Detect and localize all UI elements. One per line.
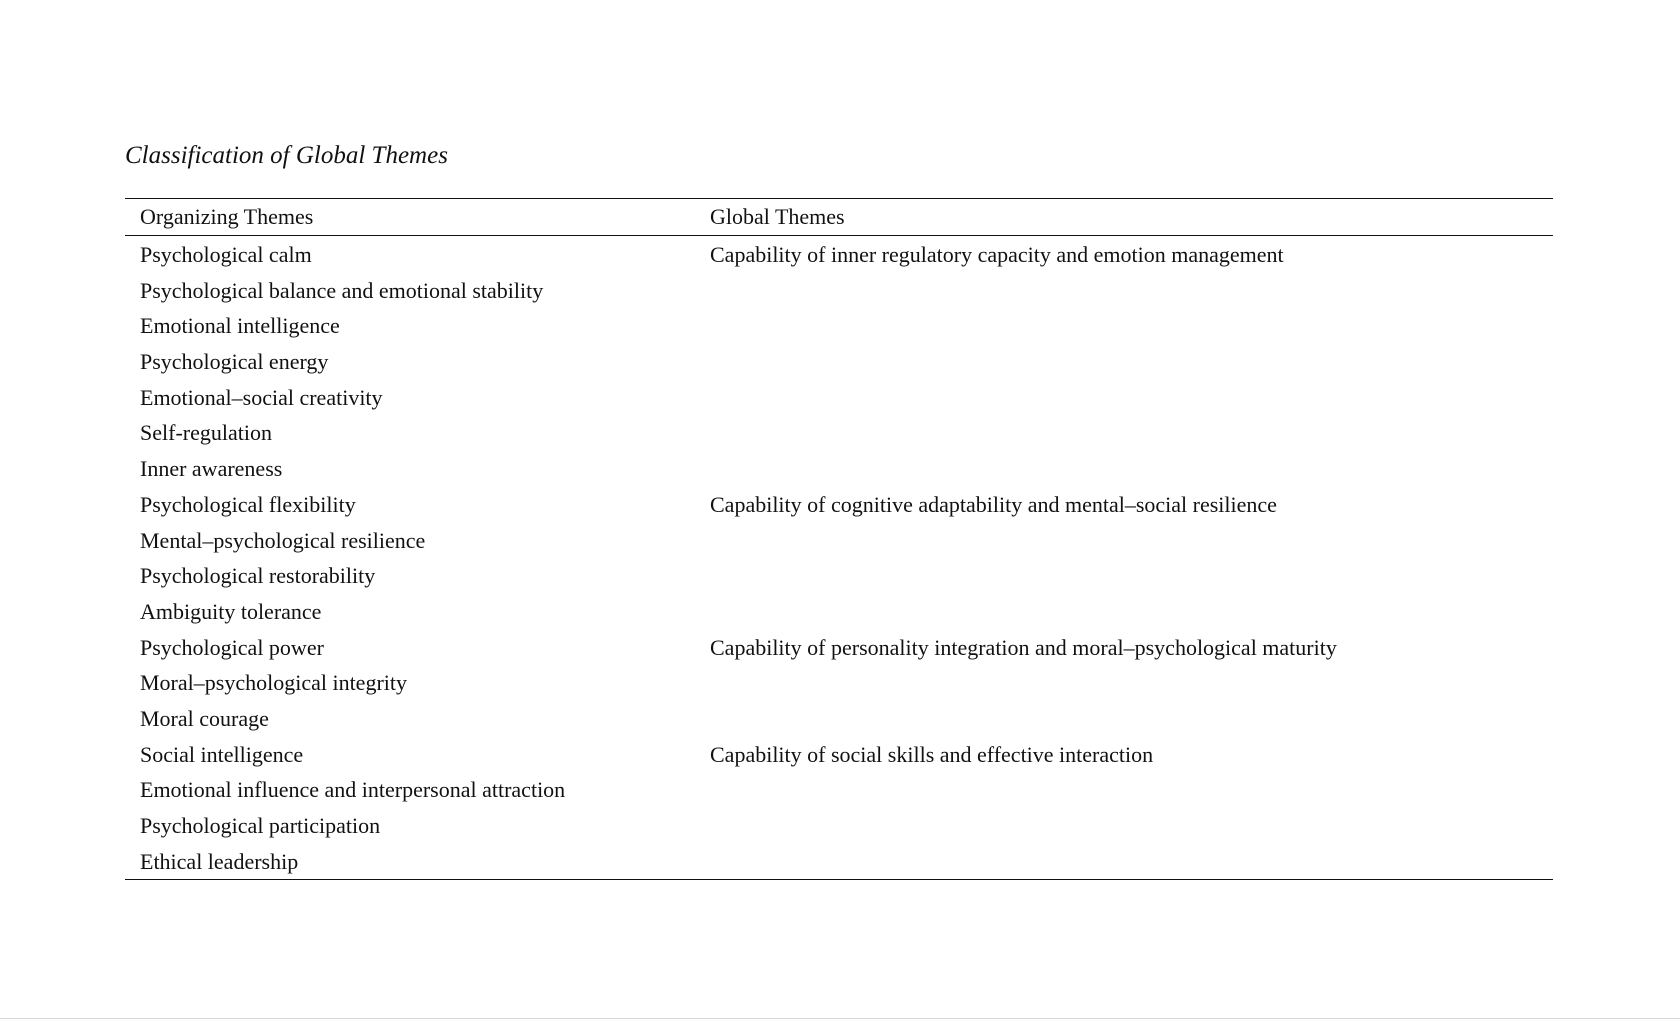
global-theme-cell: Capability of cognitive adaptability and mental–social resilience <box>710 491 1277 517</box>
organizing-theme-cell: Psychological flexibility <box>140 491 356 517</box>
organizing-theme-cell: Moral–psychological integrity <box>140 670 407 696</box>
table-body <box>125 236 1553 879</box>
global-theme-cell: Capability of social skills and effective interaction <box>710 741 1154 767</box>
table-row <box>125 344 1553 380</box>
themes-table <box>125 198 1553 880</box>
organizing-theme-cell: Moral courage <box>140 705 269 731</box>
global-theme-cell <box>710 380 1553 416</box>
global-theme-cell: Capability of personality integration and moral–psychological maturity <box>710 634 1337 660</box>
organizing-theme-cell: Psychological calm <box>140 242 312 267</box>
global-theme-cell <box>710 558 1553 594</box>
global-theme-cell <box>710 273 1553 309</box>
table-row <box>125 487 1553 523</box>
table-row <box>125 558 1553 594</box>
global-theme-cell: Capability of inner regulatory capacity and emotion management <box>710 242 1284 267</box>
organizing-theme-cell: Psychological energy <box>140 349 329 375</box>
organizing-theme-cell: Ambiguity tolerance <box>140 598 322 624</box>
table-row <box>125 451 1553 487</box>
organizing-theme-cell: Psychological power <box>140 634 324 660</box>
global-theme-cell <box>710 594 1553 630</box>
organizing-theme-cell: Emotional intelligence <box>140 313 340 339</box>
global-theme-cell <box>710 344 1553 380</box>
global-theme-cell <box>710 415 1553 451</box>
table-row <box>125 380 1553 416</box>
table-row <box>125 844 1553 880</box>
organizing-theme-cell: Social intelligence <box>140 741 304 767</box>
table-row <box>125 772 1553 808</box>
organizing-theme-cell: Emotional–social creativity <box>140 384 383 410</box>
global-theme-cell <box>710 701 1553 737</box>
table-row <box>125 523 1553 559</box>
table-row <box>125 308 1553 344</box>
organizing-theme-cell: Psychological participation <box>140 813 381 838</box>
table-header-row <box>125 199 1553 236</box>
organizing-theme-cell: Emotional influence and interpersonal attraction <box>140 777 566 803</box>
header-global-themes: Global Themes <box>710 204 845 229</box>
table-row <box>125 737 1553 773</box>
page-bottom-divider <box>0 1018 1680 1019</box>
organizing-theme-cell: Psychological balance and emotional stability <box>140 277 544 303</box>
table-row <box>125 808 1553 844</box>
global-theme-cell <box>710 523 1553 559</box>
table-caption: Classification of Global Themes <box>125 142 448 169</box>
header-organizing-themes: Organizing Themes <box>140 204 314 229</box>
global-theme-cell <box>710 308 1553 344</box>
organizing-theme-cell: Self-regulation <box>140 420 272 446</box>
global-theme-cell <box>710 808 1553 844</box>
table-row <box>125 594 1553 630</box>
table-row <box>125 630 1553 666</box>
table-row <box>125 665 1553 701</box>
global-theme-cell <box>710 844 1553 880</box>
organizing-theme-cell: Psychological restorability <box>140 563 376 589</box>
table-row <box>125 237 1553 273</box>
table-row <box>125 415 1553 451</box>
organizing-theme-cell: Inner awareness <box>140 456 283 482</box>
global-theme-cell <box>710 665 1553 701</box>
global-theme-cell <box>710 772 1553 808</box>
table-row <box>125 273 1553 309</box>
organizing-theme-cell: Mental–psychological resilience <box>140 527 426 553</box>
organizing-theme-cell: Ethical leadership <box>140 848 299 874</box>
table-row <box>125 701 1553 737</box>
global-theme-cell <box>710 451 1553 487</box>
